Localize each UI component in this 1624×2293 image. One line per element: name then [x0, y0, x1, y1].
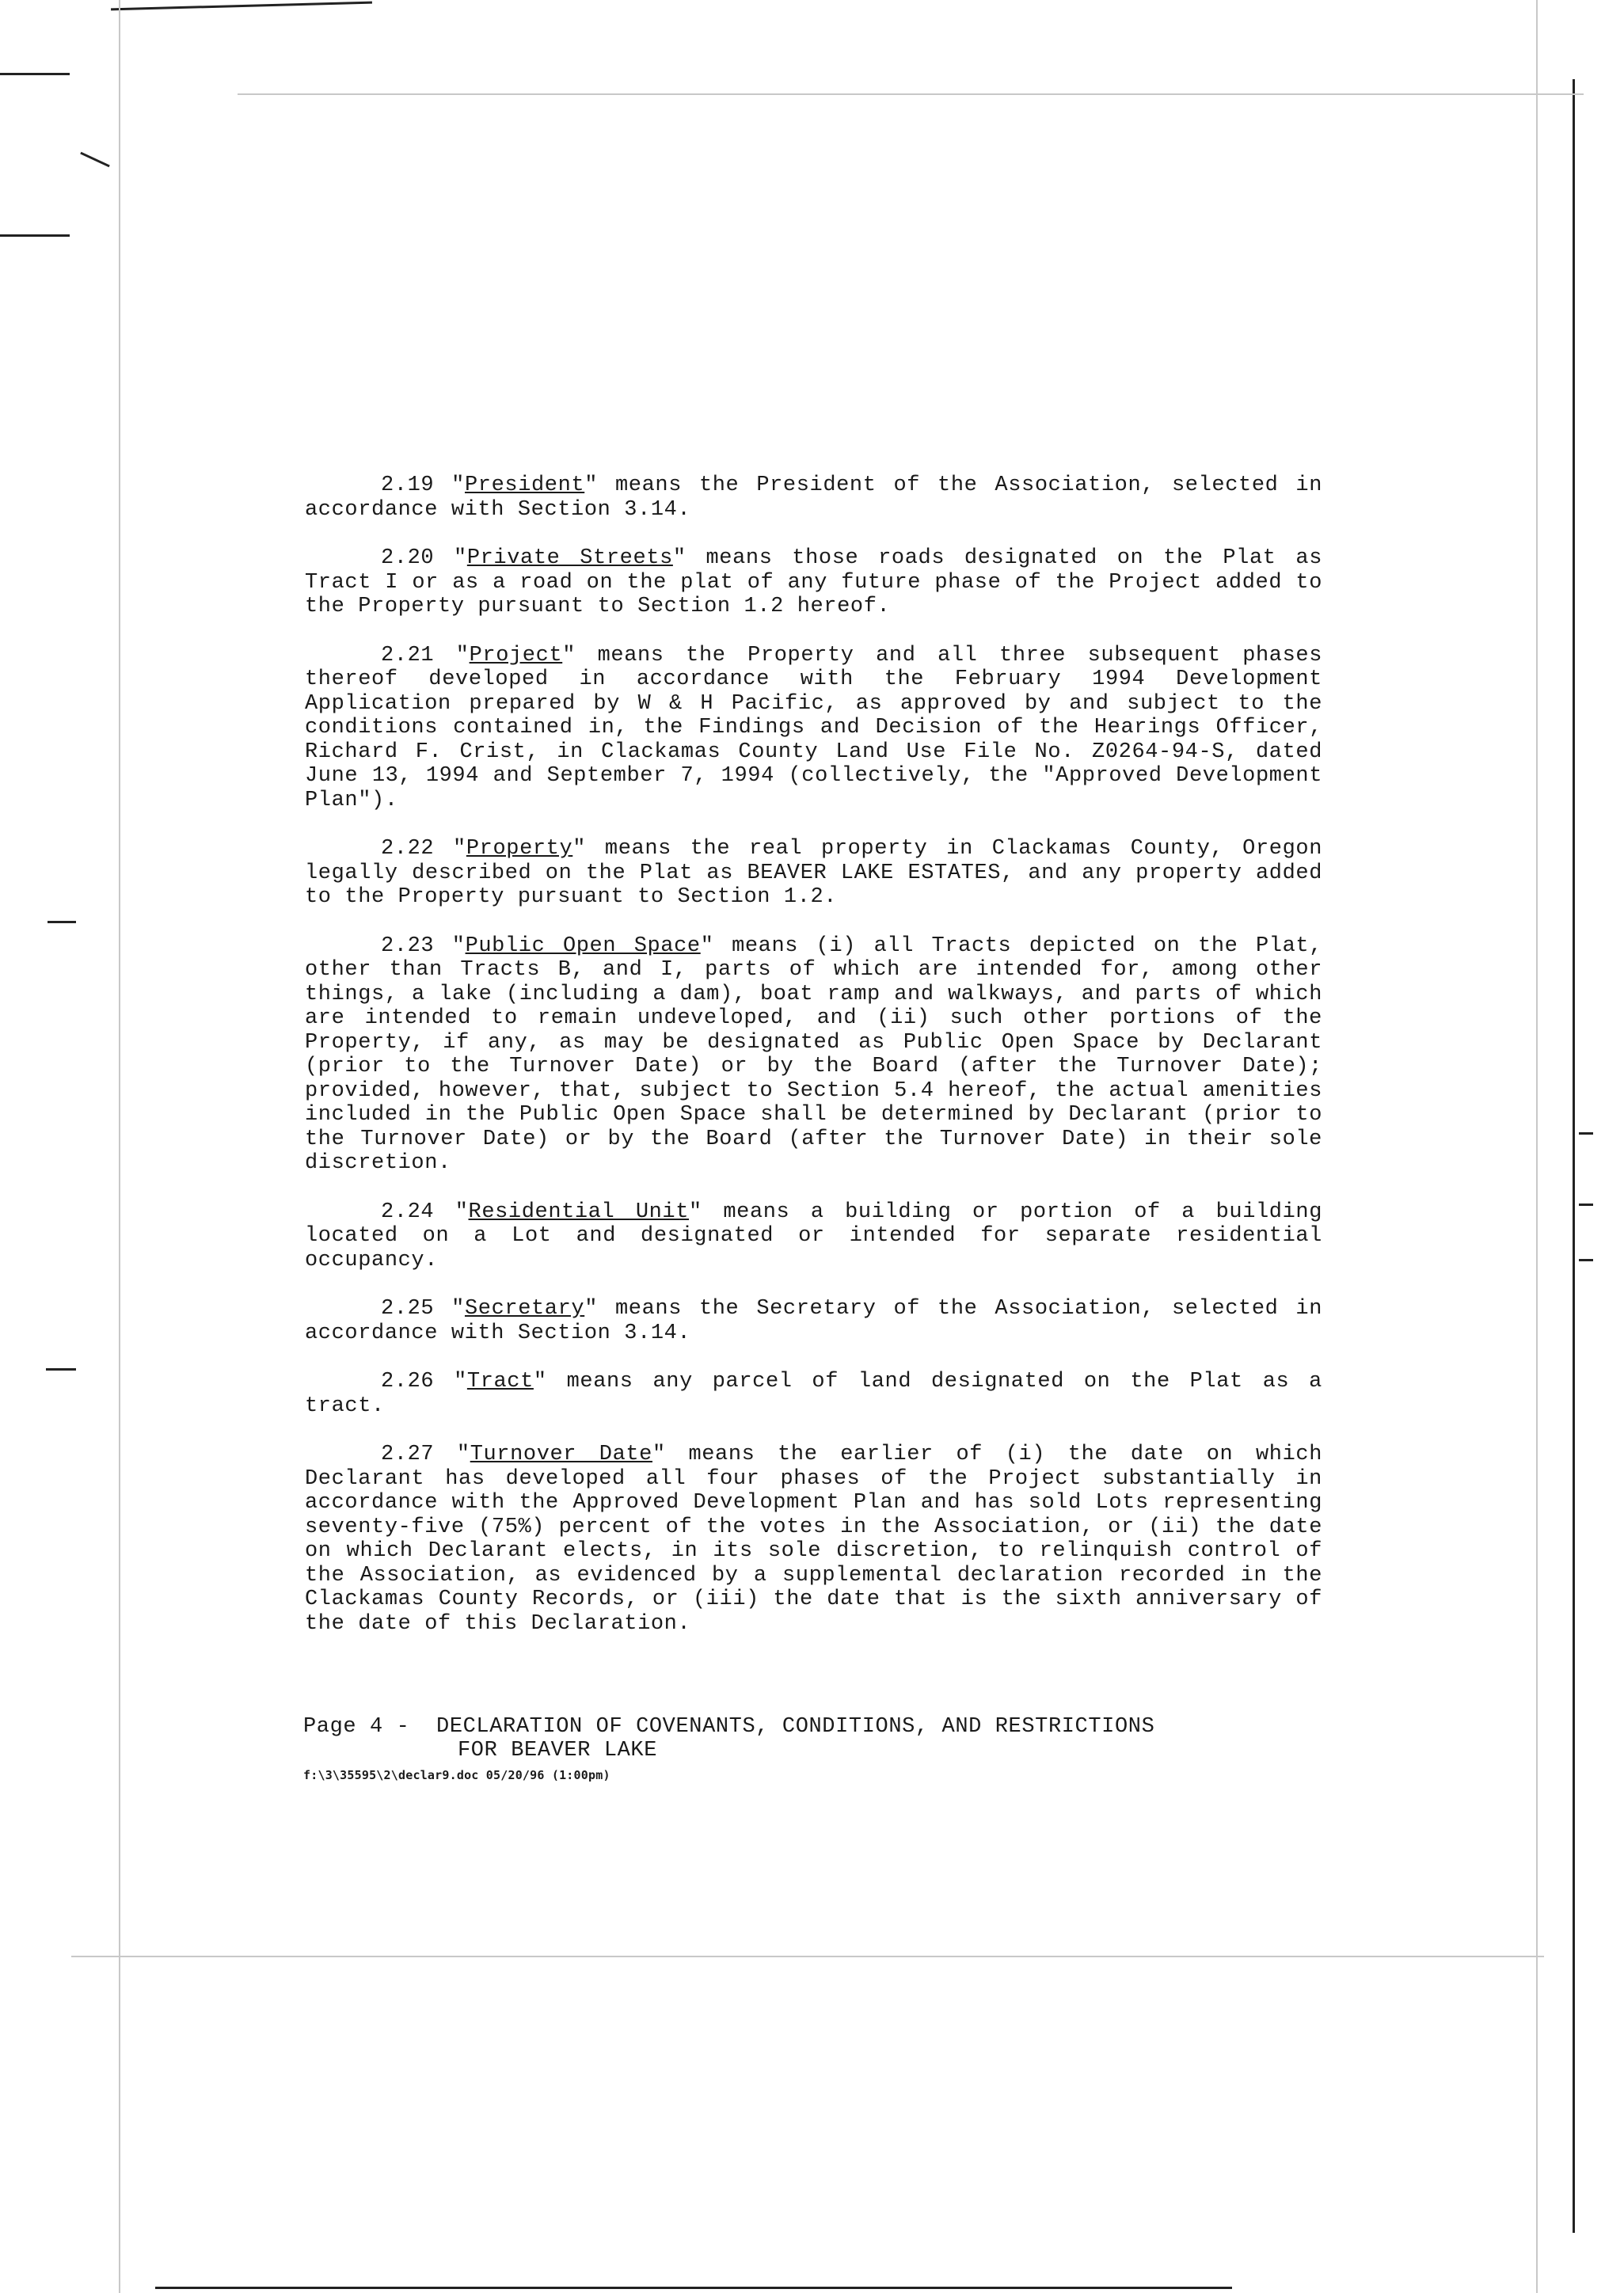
defined-term: Public Open Space	[465, 934, 701, 958]
definition-text: means the earlier of (i) the date on which Declarant has developed all four phases of the Project substantially in accordance with the Approved Development Plan and has sold Lots representing seventy-five (75%) percent of the votes in the Association, or (ii) the date on which Declarant elects, in its sole discretion, to relinquish control of the Association, as evidenced by a supplemental declaration recorded in the Clackamas County Records, or (iii) the date that is the sixth anniversary of the date of this Declaration.	[305, 1443, 1323, 1636]
scan-mark	[119, 0, 120, 2293]
scan-mark	[1579, 1259, 1593, 1261]
section-number: 2.23	[381, 934, 435, 958]
defined-term: Property	[466, 837, 573, 861]
section-number: 2.26	[381, 1370, 435, 1394]
definition-text: means the Property and all three subsequent phases thereof developed in accordance with the February 1994 Development Application prepared by W & H Pacific, as approved by and subject to the conditions contained in, the Findings and Decision of the Hearings Officer, Richard F. Crist, in Clackamas County Land Use File No. Z0264-94-S, dated June 13, 1994 and September 7, 1994 (collectively, the "Approved Development Plan").	[305, 643, 1323, 812]
section-number: 2.24	[381, 1200, 435, 1224]
definition-text: means (i) all Tracts depicted on the Plat, other than Tracts B, and I, parts of which are intended for, among other things, a lake (including a dam), boat ramp and walkways, and parts of which are intended to remain undeveloped, and (ii) such other portions of the Property, if any, as may be designated as Public Open Space by Declarant (prior to the Turnover Date) or by the Board (after the Turnover Date); provided, however, that, subject to Section 5.4 hereof, the actual amenities included in the Public Open Space shall be determined by Declarant (prior to the Turnover Date) or by the Board (after the Turnover Date) in their sole discretion.	[305, 934, 1322, 1175]
defined-term: Residential Unit	[468, 1200, 690, 1224]
definition-paragraph: 2.25 "Secretary" means the Secretary of the Association, selected in accordance with Section 3.14.	[305, 1297, 1322, 1345]
defined-term: Project	[469, 643, 563, 667]
section-number: 2.21	[381, 643, 435, 667]
definition-paragraph: 2.20 "Private Streets" means those roads designated on the Plat as Tract I or as a road on the plat of any future phase of the Project added to the Property pursuant to Section 1.2 hereof.	[305, 546, 1322, 618]
scan-mark	[0, 73, 70, 75]
defined-term: Tract	[466, 1370, 534, 1394]
footer-title-line-2: FOR BEAVER LAKE	[458, 1739, 658, 1763]
scan-mark	[238, 93, 1584, 95]
document-path: f:\3\35595\2\declar9.doc 05/20/96 (1:00pm)	[303, 1768, 610, 1782]
definition-text: means the real property in Clackamas County, Oregon legally described on the Plat as BEAVER LAKE ESTATES, and any property added to the Property pursuant to Section 1.2.	[305, 837, 1322, 909]
definition-paragraph: 2.21 "Project" means the Property and all three subsequent phases thereof developed in accordance with the February 1994 Development Application prepared by W & H Pacific, as approved by and subject to the conditions contained in, the Findings and Decision of the Hearings Officer, Richard F. Crist, in Clackamas County Land Use File No. Z0264-94-S, dated June 13, 1994 and September 7, 1994 (collectively, the "Approved Development Plan").	[305, 643, 1323, 812]
scan-mark	[1579, 1132, 1593, 1135]
section-number: 2.19	[381, 473, 435, 497]
definition-paragraph: 2.23 "Public Open Space" means (i) all Tracts depicted on the Plat, other than Tracts B, and I, parts of which are intended for, among other things, a lake (including a dam), boat ramp and walkways, and parts of which are intended to remain undeveloped, and (ii) such other portions of the Property, if any, as may be designated as Public Open Space by Declarant (prior to the Turnover Date) or by the Board (after the Turnover Date); provided, however, that, subject to Section 5.4 hereof, the actual amenities included in the Public Open Space shall be determined by Declarant (prior to the Turnover Date) or by the Board (after the Turnover Date) in their sole discretion.	[305, 934, 1322, 1175]
scan-mark	[155, 2287, 1232, 2289]
section-number: 2.22	[381, 837, 435, 861]
scan-mark	[0, 234, 70, 237]
scan-mark	[111, 2, 372, 11]
definition-text: means those roads designated on the Plat as Tract I or as a road on the plat of any future phase of the Project added to the Property pursuant to Section 1.2 hereof.	[305, 546, 1322, 618]
scan-mark	[80, 152, 110, 168]
scan-mark	[71, 1956, 1544, 1957]
defined-term: Turnover Date	[470, 1443, 652, 1466]
definitions-body	[305, 473, 1322, 1660]
definition-paragraph: 2.24 "Residential Unit" means a building or portion of a building located on a Lot and designated or intended for separate residential occupancy.	[305, 1200, 1323, 1272]
definition-paragraph: 2.22 "Property" means the real property in Clackamas County, Oregon legally described on the Plat as BEAVER LAKE ESTATES, and any property added to the Property pursuant to Section 1.2.	[305, 837, 1322, 909]
definition-text: means the Secretary of the Association, selected in accordance with Section 3.14.	[305, 1297, 1322, 1345]
section-number: 2.25	[381, 1297, 435, 1321]
defined-term: Secretary	[464, 1297, 585, 1321]
definition-paragraph: 2.26 "Tract" means any parcel of land designated on the Plat as a tract.	[305, 1370, 1322, 1418]
scan-mark	[1579, 1204, 1593, 1206]
definition-paragraph: 2.19 "President" means the President of the Association, selected in accordance with Section 3.14.	[305, 473, 1322, 522]
page-footer	[303, 1715, 1333, 1763]
section-number: 2.27	[381, 1443, 435, 1466]
scan-mark	[46, 1368, 76, 1371]
defined-term: President	[464, 473, 585, 497]
definition-text: means the President of the Association, selected in accordance with Section 3.14.	[305, 473, 1322, 522]
definition-paragraph: 2.27 "Turnover Date" means the earlier of (i) the date on which Declarant has developed all four phases of the Project substantially in accordance with the Approved Development Plan and has sold Lots representing seventy-five (75%) percent of the votes in the Association, or (ii) the date on which Declarant elects, in its sole discretion, to relinquish control of the Association, as evidenced by a supplemental declaration recorded in the Clackamas County Records, or (iii) the date that is the sixth anniversary of the date of this Declaration.	[305, 1443, 1323, 1636]
scan-mark	[48, 921, 76, 923]
definition-text: means any parcel of land designated on the Plat as a tract.	[305, 1370, 1322, 1418]
footer-title-line: Page 4 - DECLARATION OF COVENANTS, CONDITIONS, AND RESTRICTIONS	[303, 1715, 1155, 1739]
scan-mark	[1536, 0, 1538, 2293]
section-number: 2.20	[381, 546, 435, 570]
definition-text: means a building or portion of a building located on a Lot and designated or intended for separate residential occupancy.	[305, 1200, 1323, 1272]
scan-mark	[1573, 79, 1575, 2233]
defined-term: Private Streets	[466, 546, 673, 570]
